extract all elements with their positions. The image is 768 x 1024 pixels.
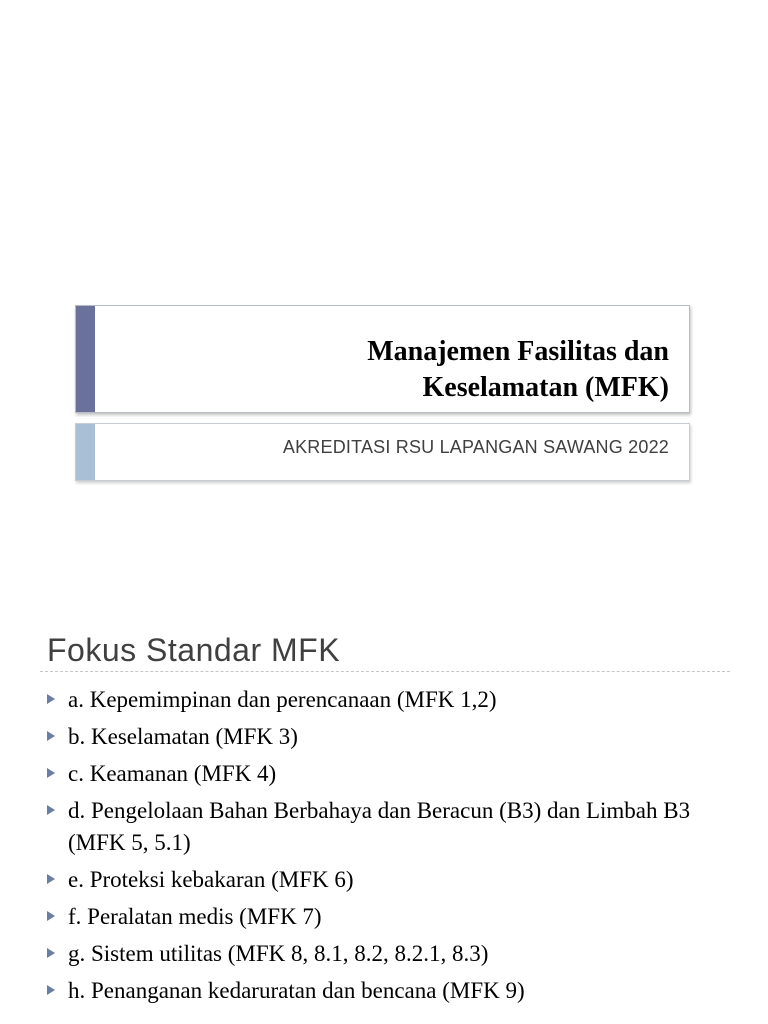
list-item bbox=[45, 795, 745, 859]
triangle-right-icon bbox=[47, 948, 55, 958]
subtitle-box bbox=[75, 423, 690, 481]
list-item-text: f. Peralatan medis (MFK 7) bbox=[68, 904, 322, 929]
triangle-right-icon bbox=[47, 911, 55, 921]
slide-title-line-1: Manajemen Fasilitas dan bbox=[367, 336, 669, 367]
triangle-right-icon bbox=[47, 985, 55, 995]
slide-subtitle: AKREDITASI RSU LAPANGAN SAWANG 2022 bbox=[282, 437, 669, 457]
triangle-right-icon bbox=[47, 805, 55, 815]
list-item-text: h. Penanganan kedaruratan dan bencana (MFK 9) bbox=[68, 978, 525, 1003]
list-item-text: c. Keamanan (MFK 4) bbox=[68, 761, 277, 786]
slide-title bbox=[109, 334, 669, 406]
list-item-text: e. Proteksi kebakaran (MFK 6) bbox=[68, 867, 354, 892]
list-item bbox=[45, 721, 745, 753]
list-item bbox=[45, 938, 745, 970]
slide-title-line-2: Keselamatan (MFK) bbox=[422, 372, 669, 403]
triangle-right-icon bbox=[47, 768, 55, 778]
list-item bbox=[45, 684, 745, 716]
triangle-right-icon bbox=[47, 731, 55, 741]
subtitle-accent-bar bbox=[76, 424, 95, 480]
list-item-text: g. Sistem utilitas (MFK 8, 8.1, 8.2, 8.2.1, 8.3) bbox=[68, 941, 489, 966]
title-box bbox=[75, 305, 690, 413]
triangle-right-icon bbox=[47, 694, 55, 704]
list-item-text: d. Pengelolaan Bahan Berbahaya dan Beracun (B3) dan Limbah B3 (MFK 5, 5.1) bbox=[68, 798, 691, 855]
title-accent-bar bbox=[76, 306, 95, 412]
list-item bbox=[45, 901, 745, 933]
list-item-text: b. Keselamatan (MFK 3) bbox=[68, 724, 298, 749]
list-item bbox=[45, 864, 745, 896]
bullet-list bbox=[45, 684, 745, 1012]
list-item bbox=[45, 975, 745, 1007]
list-item bbox=[45, 758, 745, 790]
section-heading: Fokus Standar MFK bbox=[47, 632, 341, 668]
triangle-right-icon bbox=[47, 874, 55, 884]
heading-divider bbox=[40, 671, 730, 672]
list-item-text: a. Kepemimpinan dan perencanaan (MFK 1,2) bbox=[68, 687, 497, 712]
